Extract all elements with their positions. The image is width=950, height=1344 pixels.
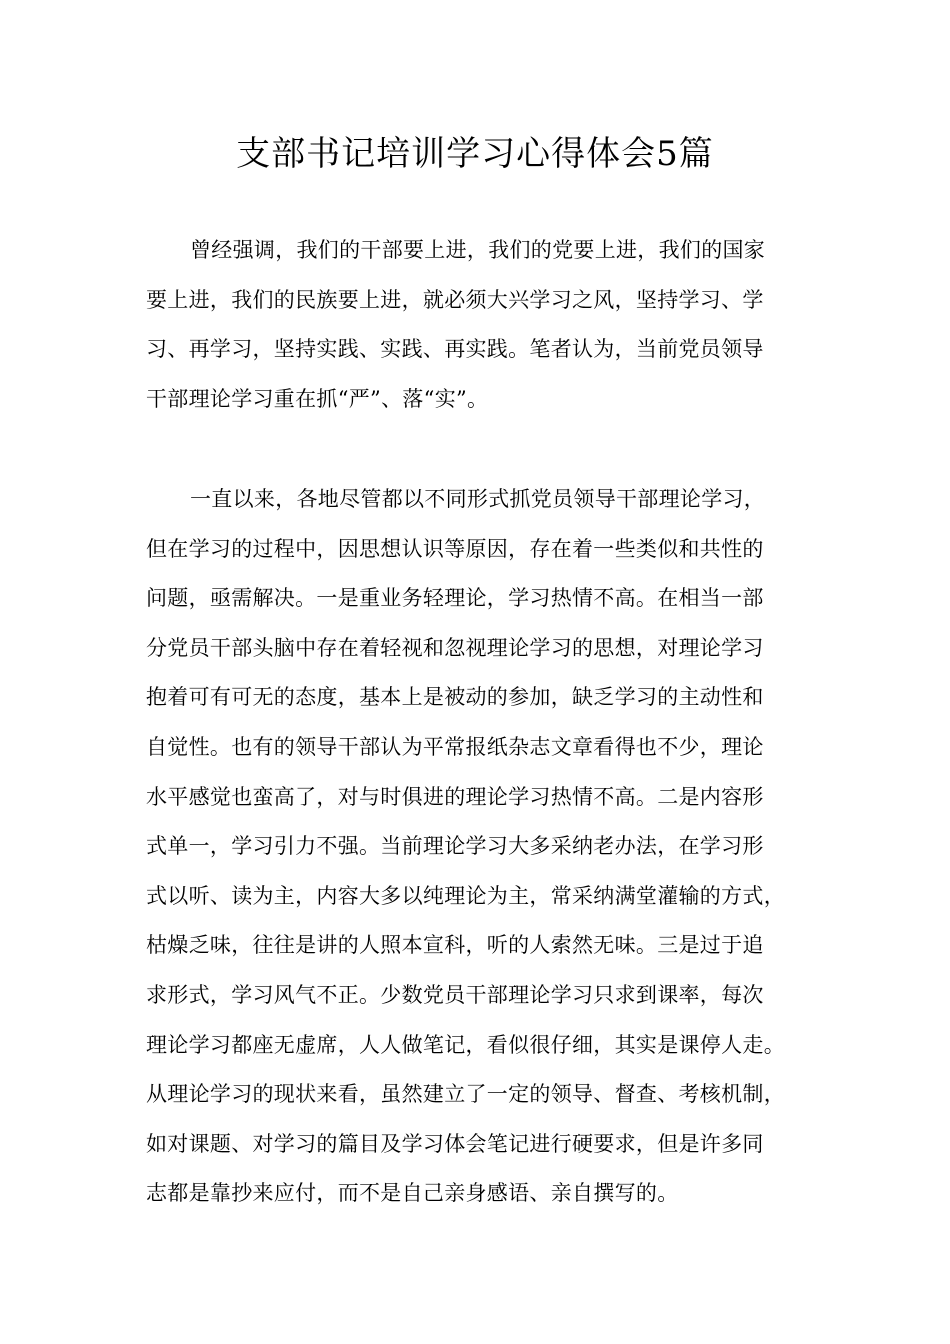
paragraph-line: 式单一，学习引力不强。当前理论学习大多采纳老办法，在学习形	[146, 834, 764, 859]
paragraph-line: 曾经强调，我们的干部要上进，我们的党要上进，我们的国家	[190, 238, 766, 262]
paragraph-line: 式以听、读为主，内容大多以纯理论为主，常采纳满堂灌输的方式，	[146, 883, 785, 908]
paragraph-line: 分党员干部头脑中存在着轻视和忽视理论学习的思想，对理论学习	[146, 635, 764, 660]
paragraph-line: 问题，亟需解决。一是重业务轻理论，学习热情不高。在相当一部	[146, 586, 764, 611]
paragraph-line: 抱着可有可无的态度，基本上是被动的参加，缺乏学习的主动性和	[146, 685, 764, 710]
paragraph-line: 求形式，学习风气不正。少数党员干部理论学习只求到课率，每次	[146, 982, 764, 1007]
paragraph-line: 自觉性。也有的领导干部认为平常报纸杂志文章看得也不少，理论	[146, 734, 764, 759]
paragraph-line: 枯燥乏味，往往是讲的人照本宣科，听的人索然无味。三是过于追	[146, 933, 764, 958]
paragraph-line: 习、再学习，坚持实践、实践、再实践。笔者认为，当前党员领导	[146, 337, 764, 362]
paragraph-line: 理论学习都座无虚席，人人做笔记，看似很仔细，其实是课停人走。	[146, 1032, 785, 1057]
paragraph-line: 但在学习的过程中，因思想认识等原因，存在着一些类似和共性的	[146, 536, 764, 561]
document-title: 支部书记培训学习心得体会5篇	[236, 134, 714, 174]
paragraph-line: 从理论学习的现状来看，虽然建立了一定的领导、督查、考核机制，	[146, 1082, 785, 1107]
paragraph-intro	[146, 226, 846, 424]
paragraph-line: 志都是靠抄来应付，而不是自己亲身感语、亲自撰写的。	[146, 1181, 679, 1206]
paragraph-problems	[146, 475, 846, 1219]
paragraph-line: 如对课题、对学习的篇目及学习体会笔记进行硬要求，但是许多同	[146, 1131, 764, 1156]
paragraph-line: 干部理论学习重在抓“严”、落“实”。	[146, 386, 489, 411]
paragraph-line: 水平感觉也蛮高了，对与时俱进的理论学习热情不高。二是内容形	[146, 784, 764, 809]
paragraph-line: 要上进，我们的民族要上进，就必须大兴学习之风，坚持学习、学	[146, 287, 764, 312]
paragraph-line: 一直以来，各地尽管都以不同形式抓党员领导干部理论学习，	[190, 487, 766, 511]
